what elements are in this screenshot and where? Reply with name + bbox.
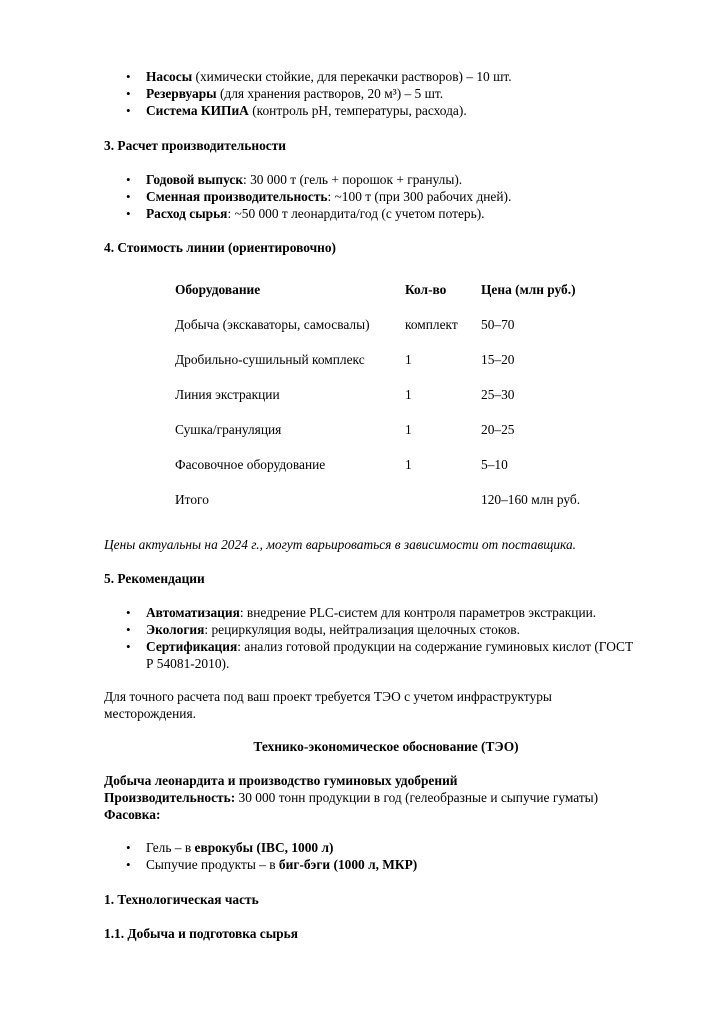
recommendations-list [104, 604, 664, 672]
section-heading-1-1: 1.1. Добыча и подготовка сырья [104, 926, 298, 941]
list-item [104, 171, 664, 188]
table-row [175, 386, 621, 421]
item-text: : анализ готовой продукции на содержание гуминовых кислот (ГОСТ Р 54081-2010). [146, 639, 634, 671]
list-item [104, 621, 664, 638]
total-label: Итого [175, 492, 209, 507]
list-item [104, 188, 664, 205]
item-term: Резервуары [146, 86, 217, 101]
table-row [175, 351, 621, 386]
item-term: еврокубы (IBC, 1000 л) [194, 840, 334, 855]
item-term: Сменная производительность [146, 189, 328, 204]
section-heading-4: 4. Стоимость линии (ориентировочно) [104, 240, 336, 255]
item-text: (контроль pH, температуры, расхода). [248, 103, 467, 118]
item-text: : ~100 т (при 300 рабочих дней). [327, 189, 512, 204]
table-cell: 5–10 [481, 457, 508, 472]
table-cell: 1 [405, 352, 412, 367]
total-value: 120–160 млн руб. [481, 492, 581, 507]
item-term: Расход сырья [146, 206, 228, 221]
table-cell: 25–30 [481, 387, 515, 402]
teo-subtitle: Добыча леонардита и производство гуминовых удобрений [104, 773, 458, 788]
table-cell: Добыча (экскаваторы, самосвалы) [175, 317, 370, 332]
list-item [104, 102, 664, 119]
table-cell: 20–25 [481, 422, 515, 437]
table-cell: Линия экстракции [175, 387, 280, 402]
table-cell-empty [405, 491, 481, 526]
table-header-cell: Оборудование [175, 282, 261, 297]
table-row [175, 316, 621, 351]
item-text: Сыпучие продукты – в [146, 857, 279, 872]
table-cell: 1 [405, 457, 412, 472]
item-text: Гель – в [146, 840, 195, 855]
table-header-row [175, 281, 621, 316]
productivity-list [104, 171, 664, 222]
list-item [104, 85, 664, 102]
item-text: : рециркуляция воды, нейтрализация щелочных стоков. [204, 622, 520, 637]
teo-title: Технико-экономическое обоснование (ТЭО) [253, 739, 519, 754]
item-text: (для хранения растворов, 20 м³) – 5 шт. [216, 86, 444, 101]
item-text: : ~50 000 т леонардита/год (с учетом потерь). [227, 206, 485, 221]
table-header-cell: Цена (млн руб.) [481, 282, 576, 297]
price-note: Цены актуальны на 2024 г., могут варьироваться в зависимости от поставщика. [104, 537, 577, 552]
item-term: Годовой выпуск [146, 172, 244, 187]
item-term: Экология [146, 622, 205, 637]
table-cell: 1 [405, 387, 412, 402]
capacity-value: 30 000 тонн продукции в год (гелеобразные и сыпучие гуматы) [235, 790, 599, 805]
item-text: : внедрение PLC-систем для контроля параметров экстракции. [239, 605, 597, 620]
table-cell: 15–20 [481, 352, 515, 367]
table-total-row [175, 491, 621, 526]
item-term: Насосы [146, 69, 193, 84]
cost-table [175, 281, 621, 526]
item-term: Система КИПиА [146, 103, 249, 118]
list-item [104, 638, 664, 672]
list-item [104, 68, 664, 85]
list-item [104, 205, 664, 222]
table-header-cell: Кол-во [405, 282, 447, 297]
packaging-list [104, 839, 664, 873]
item-text: (химически стойкие, для перекачки растворов) – 10 шт. [192, 69, 512, 84]
list-item [104, 856, 664, 873]
item-term: биг-бэги (1000 л, МКР) [278, 857, 418, 872]
list-item [104, 839, 664, 856]
list-item [104, 604, 664, 621]
closing-paragraph: Для точного расчета под ваш проект требуется ТЭО с учетом инфраструктуры месторождения. [104, 689, 552, 721]
table-cell: 50–70 [481, 317, 515, 332]
capacity-line [104, 789, 664, 806]
table-cell: Сушка/грануляция [175, 422, 282, 437]
section-heading-1: 1. Технологическая часть [104, 892, 259, 907]
item-term: Автоматизация [146, 605, 240, 620]
equipment-list [104, 68, 664, 119]
table-row [175, 421, 621, 456]
teo-header-block [104, 772, 664, 823]
item-term: Сертификация [146, 639, 238, 654]
table-cell: 1 [405, 422, 412, 437]
table-cell: Дробильно-сушильный комплекс [175, 352, 365, 367]
table-cell: Фасовочное оборудование [175, 457, 326, 472]
packaging-label: Фасовка: [104, 807, 161, 822]
table-cell: комплект [405, 317, 458, 332]
item-text: : 30 000 т (гель + порошок + гранулы). [243, 172, 463, 187]
capacity-label: Производительность: [104, 790, 236, 805]
table-row [175, 456, 621, 491]
section-heading-5: 5. Рекомендации [104, 571, 205, 586]
section-heading-3: 3. Расчет производительности [104, 138, 287, 153]
